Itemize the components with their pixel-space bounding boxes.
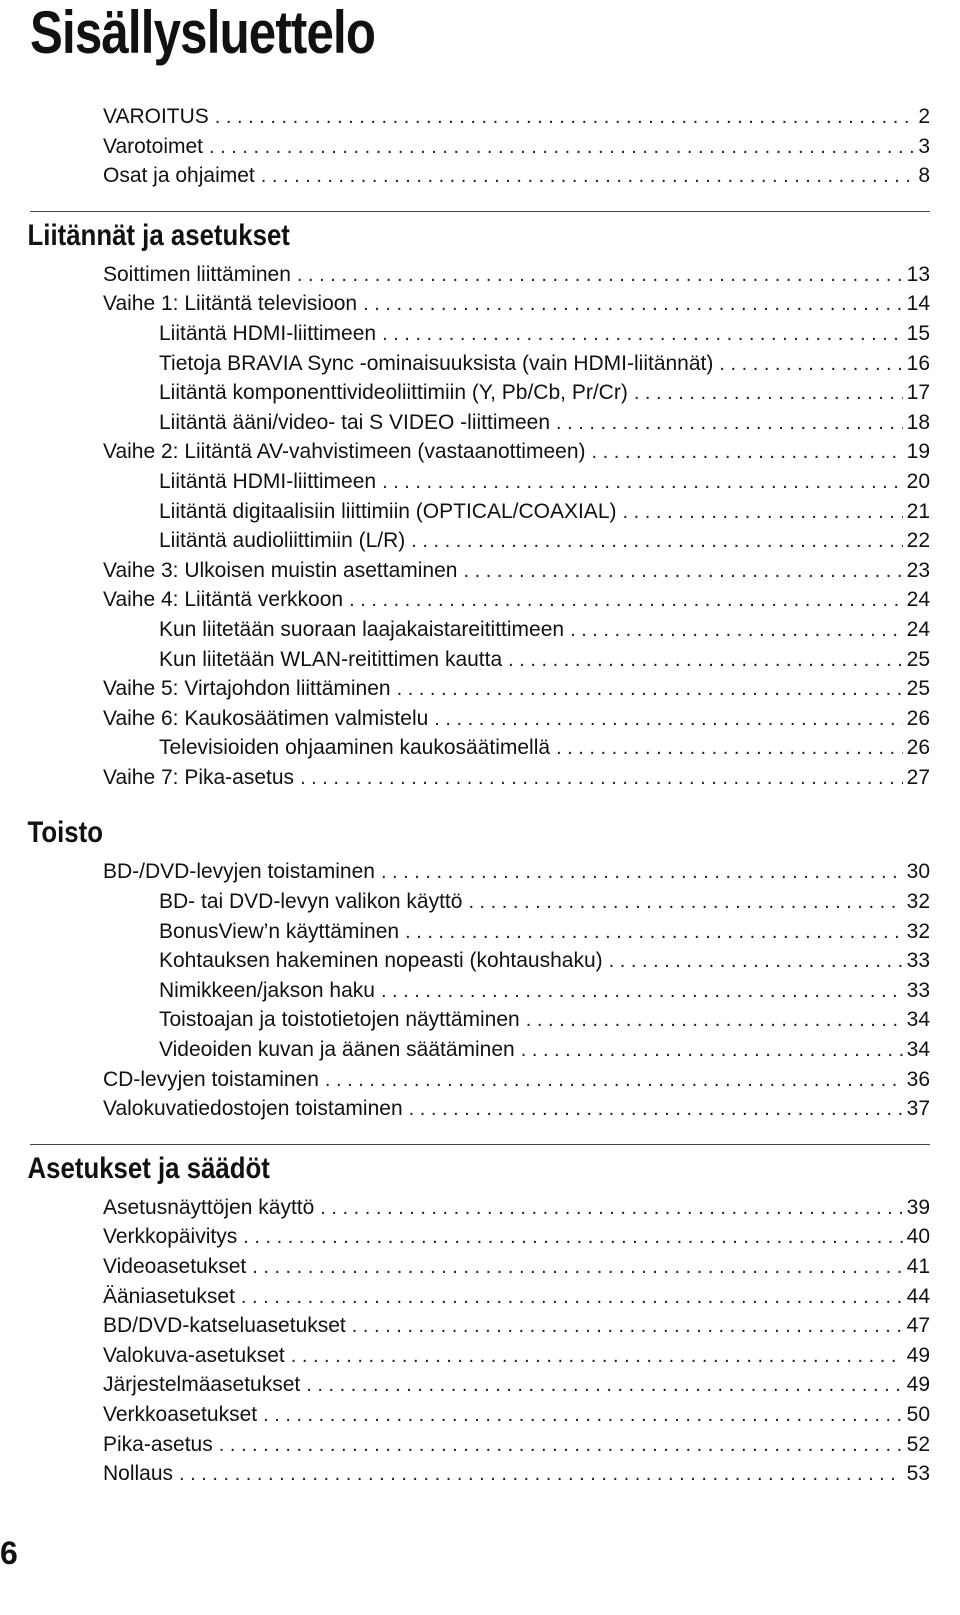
toc-entry-page-number: 52 xyxy=(906,1432,930,1456)
toc-entry-title: Asetusnäyttöjen käyttö xyxy=(103,1195,315,1219)
dot-leader xyxy=(405,918,903,948)
toc-entry-page-number: 23 xyxy=(906,558,930,582)
toc-entry-title: Järjestelmäasetukset xyxy=(103,1373,301,1397)
dot-leader xyxy=(468,888,902,918)
toc-entry[interactable] xyxy=(0,161,960,191)
spacer xyxy=(0,191,960,211)
toc-entry[interactable] xyxy=(0,1193,960,1223)
toc-entry-page-number: 49 xyxy=(906,1373,930,1397)
toc-entry-title: Liitäntä audioliittimiin (L/R) xyxy=(159,529,406,553)
toc-entry-title: Valokuva-asetukset xyxy=(103,1343,285,1367)
toc-entry-title: Nimikkeen/jakson haku xyxy=(159,978,375,1002)
toc-entry[interactable] xyxy=(0,526,960,556)
toc-entry-page-number: 39 xyxy=(906,1195,930,1219)
dot-leader xyxy=(508,646,902,676)
toc-entry-title: Vaihe 2: Liitäntä AV-vahvistimeen (vastaanottimeen) xyxy=(103,440,586,464)
toc-entry-page-number: 17 xyxy=(906,381,930,405)
toc-entry[interactable] xyxy=(0,733,960,763)
toc-section xyxy=(0,1144,960,1489)
dot-leader xyxy=(521,1036,903,1066)
toc-entry-page-number: 32 xyxy=(906,919,930,943)
toc-entry-page-number: 15 xyxy=(906,321,930,345)
toc-sections xyxy=(0,211,960,1489)
toc-entry[interactable] xyxy=(0,1035,960,1065)
toc-entry-title: Tietoja BRAVIA Sync -ominaisuuksista (vain HDMI-liitännät) xyxy=(159,351,714,375)
toc-section xyxy=(0,809,960,1123)
toc-entry-title: Liitäntä digitaalisiin liittimiin (OPTICAL/COAXIAL) xyxy=(159,499,617,523)
toc-entry[interactable] xyxy=(0,102,960,132)
section-entry-list xyxy=(0,260,960,793)
toc-entry-title: Verkkoasetukset xyxy=(103,1402,258,1426)
toc-entry-page-number: 18 xyxy=(906,410,930,434)
dot-leader xyxy=(570,616,903,646)
dot-leader xyxy=(381,858,903,888)
toc-entry-title: BD-/DVD-levyjen toistaminen xyxy=(103,860,375,884)
dot-leader xyxy=(306,1371,902,1401)
toc-entry-title: Nollaus xyxy=(103,1462,174,1486)
dot-leader xyxy=(241,1283,903,1313)
toc-entry-title: Videoiden kuvan ja äänen säätäminen xyxy=(159,1038,515,1062)
dot-leader xyxy=(320,1194,902,1224)
toc-entry-title: Ääniasetukset xyxy=(103,1284,235,1308)
section-entry-list xyxy=(0,857,960,1123)
dot-leader xyxy=(434,705,902,735)
toc-entry-page-number: 25 xyxy=(906,677,930,701)
toc-entry[interactable] xyxy=(0,976,960,1006)
toc-entry-title: Vaihe 4: Liitäntä verkkoon xyxy=(103,588,344,612)
toc-entry[interactable] xyxy=(0,132,960,162)
dot-leader xyxy=(263,1401,903,1431)
dot-leader xyxy=(382,468,903,498)
toc-entry[interactable] xyxy=(0,260,960,290)
dot-leader xyxy=(325,1066,903,1096)
toc-entry-title: Kun liitetään WLAN-reitittimen kautta xyxy=(159,647,503,671)
toc-entry[interactable] xyxy=(0,556,960,586)
toc-entry[interactable] xyxy=(0,645,960,675)
spacer xyxy=(0,1124,960,1144)
toc-entry-title: Valokuvatiedostojen toistaminen xyxy=(103,1097,403,1121)
section-heading: Liitännät ja asetukset xyxy=(27,218,290,252)
dot-leader xyxy=(252,1253,902,1283)
toc-entry-title: BD/DVD-katseluasetukset xyxy=(103,1314,346,1338)
toc-entry[interactable] xyxy=(0,467,960,497)
toc-entry-page-number: 25 xyxy=(906,647,930,671)
dot-leader xyxy=(623,498,903,528)
toc-entry[interactable] xyxy=(0,437,960,467)
dot-leader xyxy=(411,527,902,557)
dot-leader xyxy=(219,1431,903,1461)
dot-leader xyxy=(352,1312,903,1342)
toc-entry-title: Vaihe 7: Pika-asetus xyxy=(103,765,295,789)
toc-entry[interactable] xyxy=(0,857,960,887)
section-heading: Toisto xyxy=(27,816,103,850)
toc-entry-title: Vaihe 1: Liitäntä televisioon xyxy=(103,292,358,316)
dot-leader xyxy=(261,162,915,192)
toc-section xyxy=(0,211,960,793)
dot-leader xyxy=(609,947,903,977)
dot-leader xyxy=(556,734,903,764)
toc-entry-title: Verkkopäivitys xyxy=(103,1225,238,1249)
dot-leader xyxy=(291,1342,903,1372)
dot-leader xyxy=(397,675,903,705)
toc-entry[interactable] xyxy=(0,946,960,976)
toc-entry-title: Kohtauksen hakeminen nopeasti (kohtaushaku) xyxy=(159,949,603,973)
toc-entry-page-number: 3 xyxy=(918,134,930,158)
toc-entry-page-number: 37 xyxy=(906,1097,930,1121)
dot-leader xyxy=(243,1223,902,1253)
dot-leader xyxy=(363,290,903,320)
toc-entry-page-number: 34 xyxy=(906,1008,930,1032)
toc-entry[interactable] xyxy=(0,585,960,615)
toc-entry-page-number: 53 xyxy=(906,1462,930,1486)
toc-entry-title: Televisioiden ohjaaminen kaukosäätimellä xyxy=(159,736,551,760)
toc-entry-page-number: 32 xyxy=(906,890,930,914)
toc-entry-page-number: 34 xyxy=(906,1038,930,1062)
intro-entry-list xyxy=(0,102,960,191)
toc-entry-page-number: 2 xyxy=(918,105,930,128)
toc-entry[interactable] xyxy=(0,349,960,379)
toc-entry-page-number: 26 xyxy=(906,706,930,730)
toc-entry-title: Kun liitetään suoraan laajakaistareitittimeen xyxy=(159,617,565,641)
dot-leader xyxy=(179,1460,903,1490)
toc-entry[interactable] xyxy=(0,763,960,793)
toc-entry[interactable] xyxy=(0,497,960,527)
section-heading: Asetukset ja säädöt xyxy=(27,1151,270,1185)
page-number: 6 xyxy=(0,1535,18,1571)
toc-entry[interactable] xyxy=(0,319,960,349)
toc-entry[interactable] xyxy=(0,1222,960,1252)
toc-entry-page-number: 27 xyxy=(906,765,930,789)
toc-entry[interactable] xyxy=(0,1459,960,1489)
toc-entry-title: Videoasetukset xyxy=(103,1255,247,1278)
toc-entry[interactable] xyxy=(0,887,960,917)
dot-leader xyxy=(634,379,903,409)
toc-entry[interactable] xyxy=(0,1311,960,1341)
section-entry-list xyxy=(0,1193,960,1489)
toc-entry-title: Soittimen liittäminen xyxy=(103,262,291,286)
toc-entry[interactable] xyxy=(0,1370,960,1400)
toc-entry[interactable] xyxy=(0,408,960,438)
table-of-contents xyxy=(0,102,960,1489)
toc-entry[interactable] xyxy=(0,674,960,704)
toc-entry-page-number: 47 xyxy=(906,1314,930,1338)
toc-entry-title: Liitäntä HDMI-liittimeen xyxy=(159,469,377,493)
toc-entry[interactable] xyxy=(0,704,960,734)
toc-entry-page-number: 21 xyxy=(906,499,930,523)
toc-entry-page-number: 30 xyxy=(906,860,930,884)
toc-entry[interactable] xyxy=(0,917,960,947)
dot-leader xyxy=(297,261,903,291)
dot-leader xyxy=(409,1095,903,1125)
toc-entry[interactable] xyxy=(0,378,960,408)
toc-entry-page-number: 41 xyxy=(906,1255,930,1278)
toc-entry-title: CD-levyjen toistaminen xyxy=(103,1067,319,1091)
toc-entry[interactable] xyxy=(0,289,960,319)
toc-entry-page-number: 8 xyxy=(918,164,930,188)
toc-entry-page-number: 26 xyxy=(906,736,930,760)
dot-leader xyxy=(719,350,902,380)
dot-leader xyxy=(463,557,902,587)
dot-leader xyxy=(300,764,903,794)
toc-entry-title: Vaihe 5: Virtajohdon liittäminen xyxy=(103,677,391,701)
dot-leader xyxy=(382,320,903,350)
dot-leader xyxy=(556,409,903,439)
toc-entry-title: Varotoimet xyxy=(103,134,203,158)
dot-leader xyxy=(592,438,903,468)
toc-entry-title: BonusView’n käyttäminen xyxy=(159,919,400,943)
toc-entry-page-number: 49 xyxy=(906,1343,930,1367)
page-title: Sisällysluettelo xyxy=(30,0,376,66)
toc-entry[interactable] xyxy=(0,1282,960,1312)
toc-entry-title: Pika-asetus xyxy=(103,1432,213,1456)
toc-entry-title: BD- tai DVD-levyn valikon käyttö xyxy=(159,890,463,914)
spacer xyxy=(0,792,960,809)
toc-entry[interactable] xyxy=(0,1065,960,1095)
toc-entry-page-number: 20 xyxy=(906,469,930,493)
dot-leader xyxy=(209,133,914,163)
toc-entry-title: Toistoajan ja toistotietojen näyttäminen xyxy=(159,1008,520,1032)
dot-leader xyxy=(381,977,903,1007)
toc-entry[interactable] xyxy=(0,1430,960,1460)
toc-entry-page-number: 24 xyxy=(906,588,930,612)
toc-entry-title: Liitäntä ääni/video- tai S VIDEO -liittimeen xyxy=(159,410,551,434)
dot-leader xyxy=(349,586,903,616)
toc-entry[interactable] xyxy=(0,1341,960,1371)
toc-entry-title: Vaihe 3: Ulkoisen muistin asettaminen xyxy=(103,558,458,582)
toc-entry-page-number: 24 xyxy=(906,617,930,641)
toc-entry-page-number: 14 xyxy=(906,292,930,316)
toc-entry-page-number: 33 xyxy=(906,978,930,1002)
toc-entry-title: Vaihe 6: Kaukosäätimen valmistelu xyxy=(103,706,429,730)
toc-entry-page-number: 13 xyxy=(906,262,930,286)
toc-entry-page-number: 50 xyxy=(906,1402,930,1426)
toc-entry-page-number: 19 xyxy=(906,440,930,464)
toc-entry-title: Osat ja ohjaimet xyxy=(103,164,255,188)
dot-leader xyxy=(526,1006,903,1036)
toc-entry[interactable] xyxy=(0,1400,960,1430)
toc-entry-page-number: 16 xyxy=(906,351,930,375)
toc-entry-page-number: 40 xyxy=(906,1225,930,1249)
dot-leader xyxy=(215,103,915,133)
toc-entry[interactable] xyxy=(0,1252,960,1282)
toc-entry-page-number: 22 xyxy=(906,529,930,553)
toc-entry-page-number: 36 xyxy=(906,1067,930,1091)
toc-entry[interactable] xyxy=(0,1094,960,1124)
toc-entry[interactable] xyxy=(0,615,960,645)
toc-entry-page-number: 33 xyxy=(906,949,930,973)
toc-entry-title: VAROITUS xyxy=(103,105,209,128)
toc-entry-title: Liitäntä komponenttivideoliittimiin (Y, Pb/Cb, Pr/Cr) xyxy=(159,381,628,405)
toc-entry-title: Liitäntä HDMI-liittimeen xyxy=(159,321,377,345)
toc-entry[interactable] xyxy=(0,1005,960,1035)
toc-entry-page-number: 44 xyxy=(906,1284,930,1308)
